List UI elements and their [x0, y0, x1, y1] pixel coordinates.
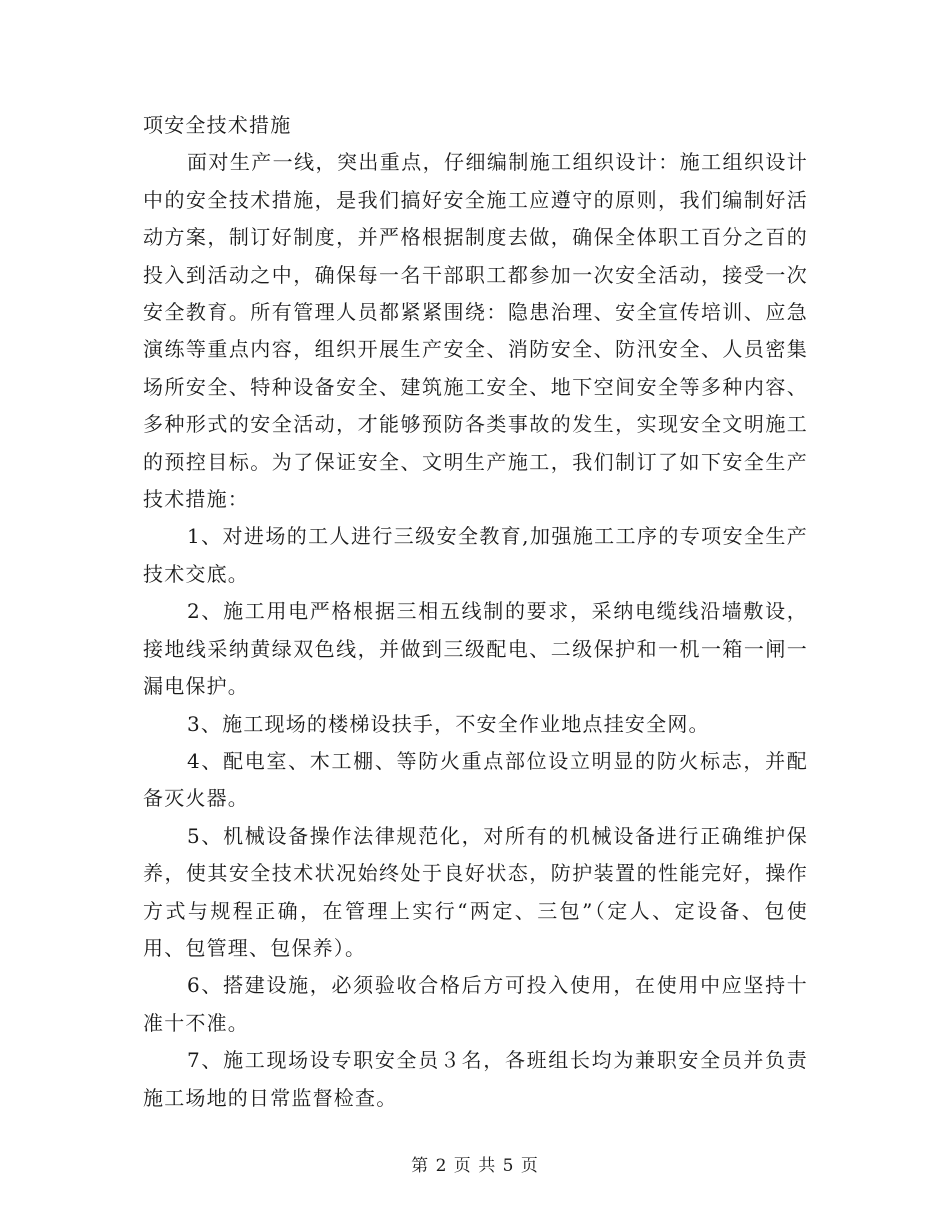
heading-fragment: 项安全技术措施: [143, 113, 292, 137]
document-body: [143, 107, 808, 1117]
measure-item-2: 2、施工用电严格根据三相五线制的要求，采纳电缆线沿墙敷设，接地线采纳黄绿双色线，并做到三级配电、二级保护和一机一箱一闸一漏电保护。: [143, 599, 808, 699]
measure-item-6: 6、搭建设施，必须验收合格后方可投入使用，在使用中应坚持十准十不准。: [143, 973, 808, 1035]
page-number-footer: 第 2 页 共 5 页: [411, 1156, 539, 1176]
measure-item-4: 4、配电室、木工棚、等防火重点部位设立明显的防火标志，并配备灭火器。: [143, 748, 808, 811]
intro-paragraph: 面对生产一线，突出重点，仔细编制施工组织设计：施工组织设计中的安全技术措施，是我们搞好安全施工应遵守的原则，我们编制好活动方案，制订好制度，并严格根据制度去做，确保全体职工百分之百的投入到活动之中，确保每一名干部职工都参加一次安全活动，接受一次安全教育。所有管理人员都紧紧围绕：隐患治理、安全宣传培训、应急演练等重点内容，组织开展生产安全、消防安全、防汛安全、人员密集场所安全、特种设备安全、建筑施工安全、地下空间安全等多种内容、多种形式的安全活动，才能够预防各类事故的发生，实现安全文明施工的预控目标。为了保证安全、文明生产施工，我们制订了如下安全生产技术措施：: [143, 150, 808, 512]
measure-item-7: 7、施工现场设专职安全员３名，各班组长均为兼职安全员并负责施工场地的日常监督检查。: [143, 1048, 808, 1110]
measure-item-5: 5、机械设备操作法律规范化，对所有的机械设备进行正确维护保养，使其安全技术状况始终处于良好状态，防护装置的性能完好，操作方式与规程正确，在管理上实行“两定、三包”（定人、定设备、包使用、包管理、包保养）。: [143, 823, 808, 960]
measure-item-1: 1、对进场的工人进行三级安全教育,加强施工工序的专项安全生产技术交底。: [143, 524, 808, 586]
measure-item-3: 3、施工现场的楼梯设扶手，不安全作业地点挂安全网。: [187, 711, 710, 736]
